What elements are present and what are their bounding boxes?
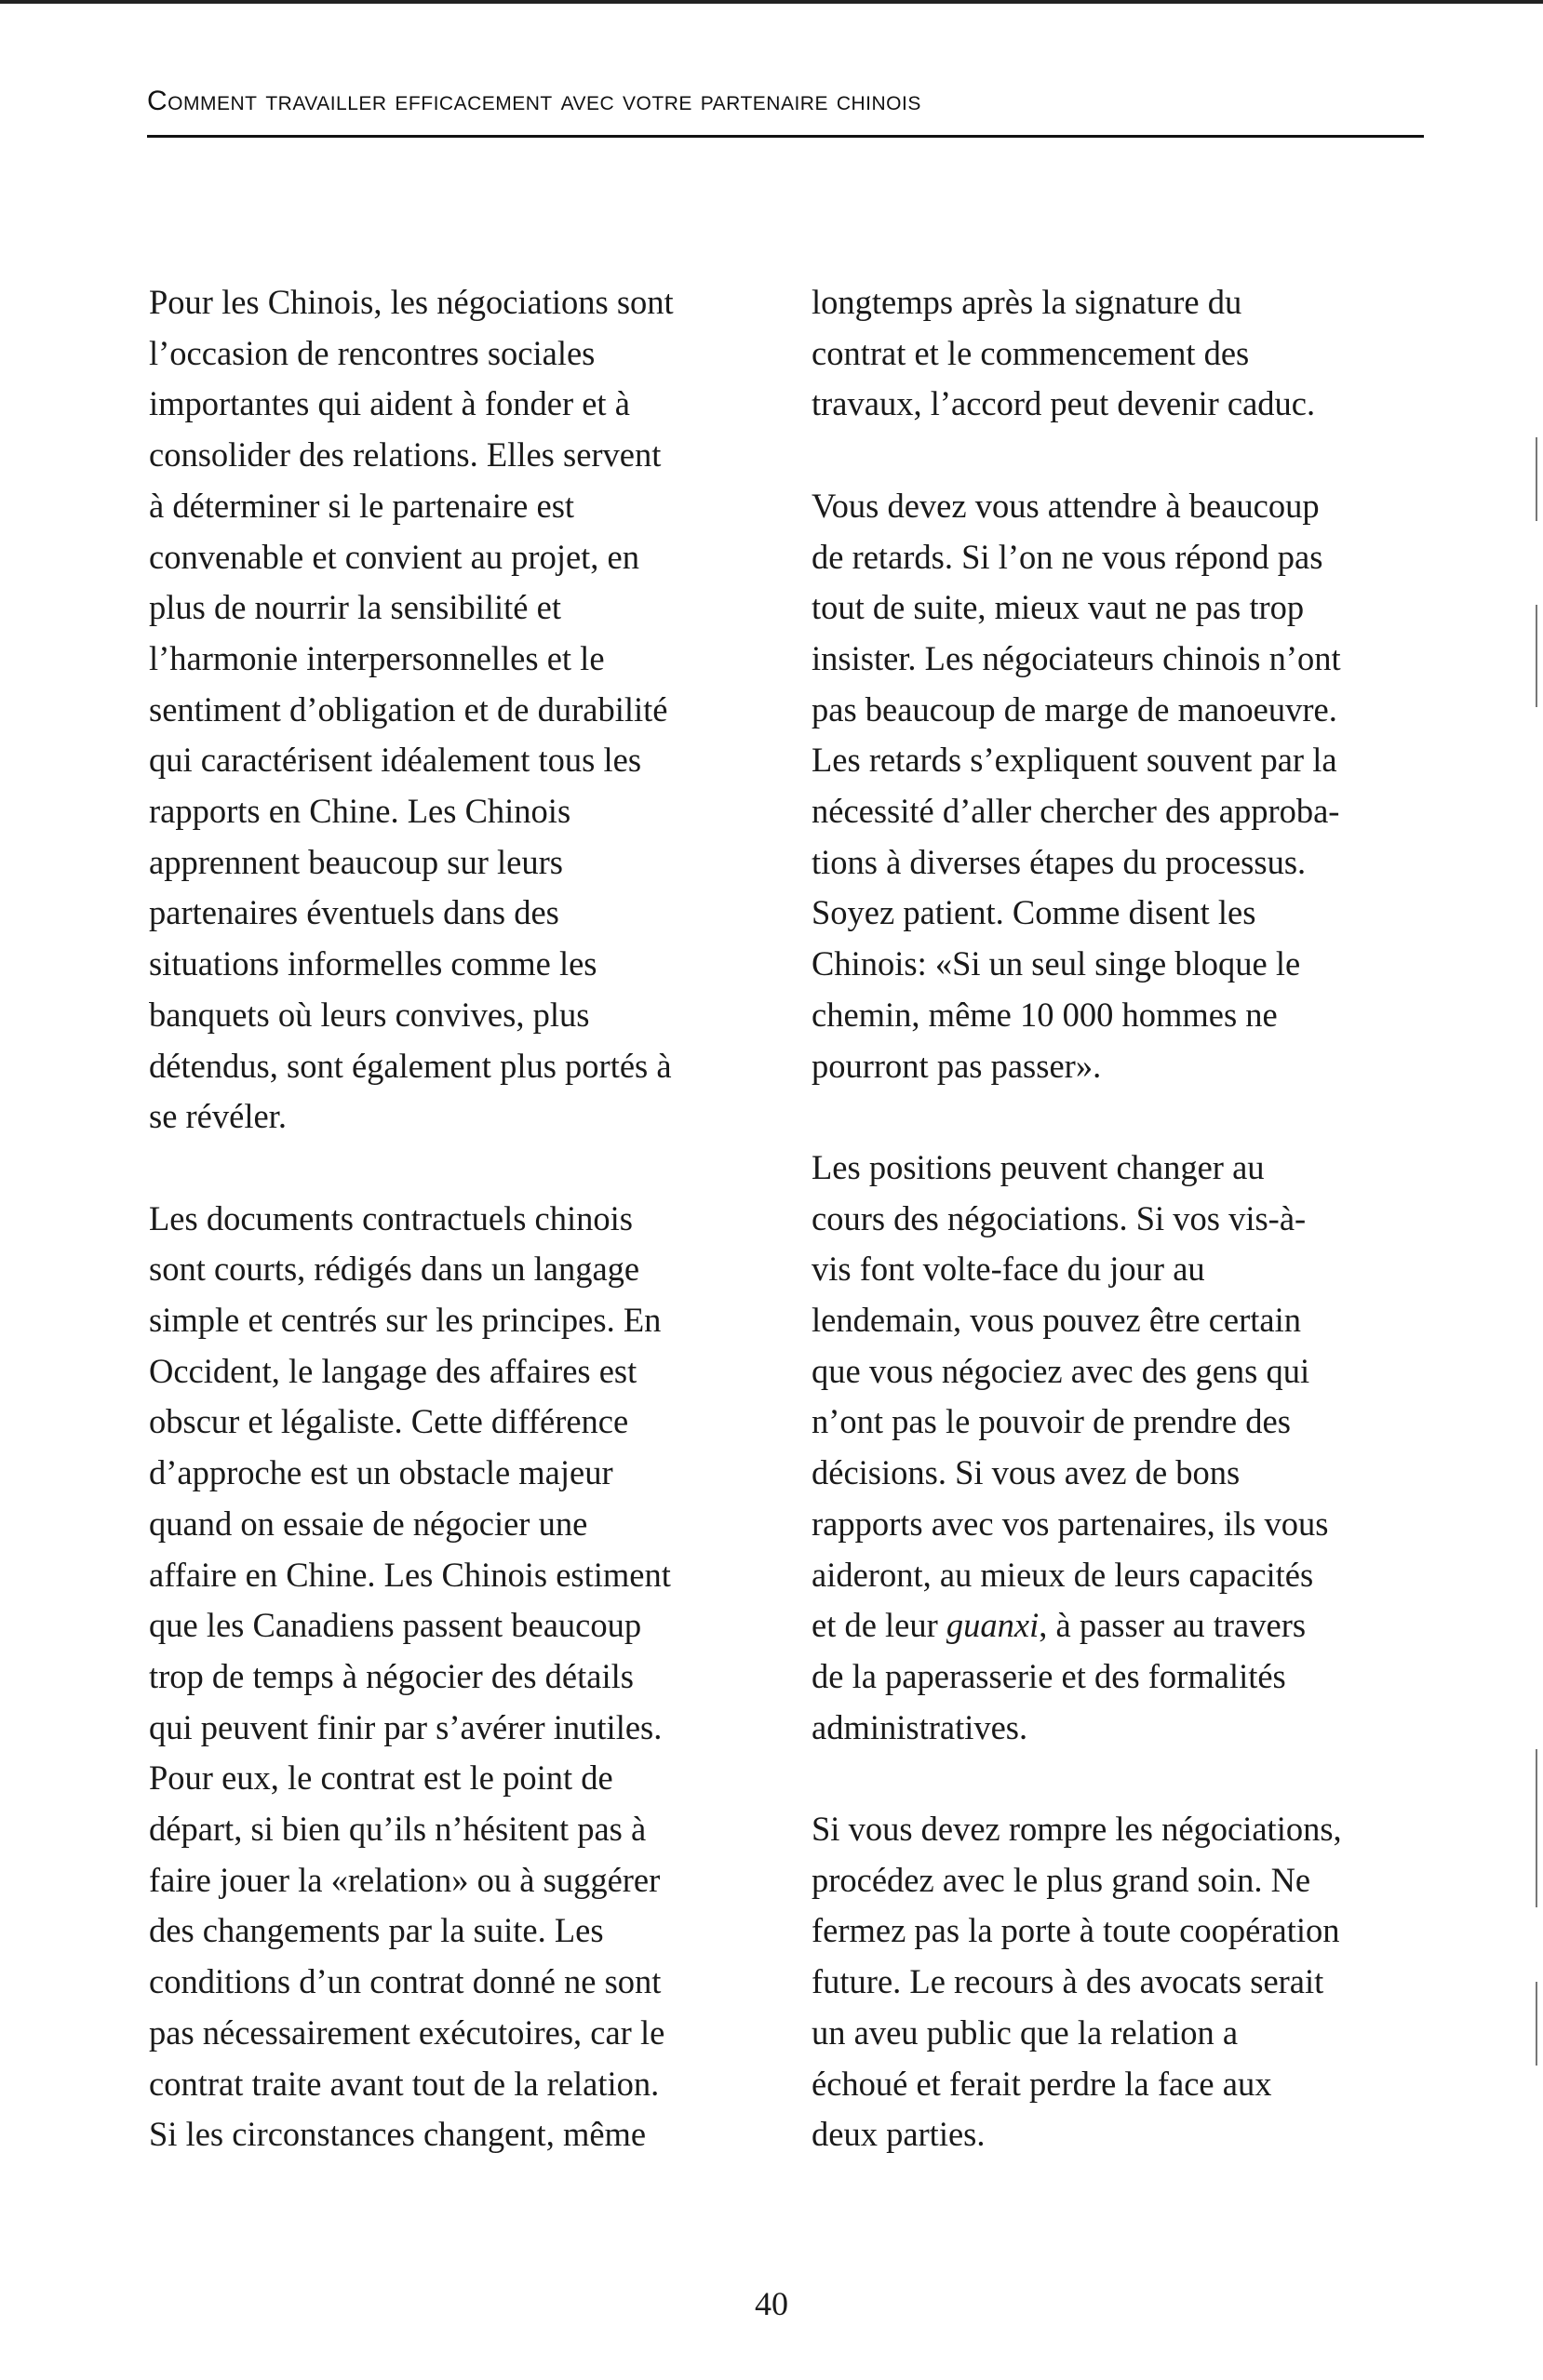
paragraph-changing-positions-start: Les positions peuvent changer au cours des négociations. Si vos vis-à- vis font volte-face du jour au lendemain, vous pouvez être certain que vous négociez avec des gens qui n’ont pas le pouvoir de prendre des décisions. Si vous avez de bons rapports avec vos partenaires, ils vous aideront, au mieux de leurs capacités et de leur: [812, 1147, 1329, 1645]
paragraph-continuation: longtemps après la signature du contrat et le commencement des travaux, l’accord peut devenir caduc.: [812, 283, 1316, 423]
scan-edge-mark: [1536, 1749, 1537, 1907]
right-column: [812, 277, 1444, 2160]
top-edge-rule: [0, 0, 1543, 4]
paragraph-negotiations-social: Pour les Chinois, les négociations sont l’occasion de rencontres sociales importantes qui aident à fonder et à consolider des relations. Elles servent à déterminer si le partenaire est convenable et convient au projet, en plus de nourrir la sensibilité et l’harmonie interpersonnelles et le sentiment d’obligation et de durabilité qui caractérisent idéalement tous les rapports en Chine. Les Chinois apprennent beaucoup sur leurs partenaires éventuels dans des situations informelles comme les banquets où leurs convives, plus détendus, sont également plus portés à se révéler.: [149, 283, 674, 1136]
scan-edge-mark: [1536, 1982, 1537, 2066]
scan-edge-mark: [1536, 605, 1537, 707]
paragraph-delays: Vous devez vous attendre à beaucoup de retards. Si l’on ne vous répond pas tout de suite, mieux vaut ne pas trop insister. Les négociateurs chinois n’ont pas beaucoup de marge de manoeuvre. Les retards s’expliquent souvent par la nécessité d’aller chercher des approba- tions à diverses étapes du processus. Soyez patient. Comme disent les Chinois: «Si un seul singe bloque le chemin, même 10 000 hommes ne pourront pas passer».: [812, 486, 1341, 1085]
paragraph-breaking-negotiations: Si vous devez rompre les négociations, procédez avec le plus grand soin. Ne fermez pas la porte à toute coopération future. Le recours à des avocats serait un aveu public que la relation a échoué et ferait perdre la face aux deux parties.: [812, 1810, 1342, 2154]
page-number: 40: [755, 2285, 788, 2322]
paragraph-contract-documents: Les documents contractuels chinois sont courts, rédigés dans un langage simple et centrés sur les principes. En Occident, le langage des affaires est obscur et légaliste. Cette différence d’approche est un obstacle majeur quand on essaie de négocier une affaire en Chine. Les Chinois estiment que les Canadiens passent beaucoup trop de temps à négocier des détails qui peuvent finir par s’avérer inutiles. Pour eux, le contrat est le point de départ, si bien qu’ils n’hésitent pas à faire jouer la «relation» ou à suggérer des changements par la suite. Les conditions d’un contrat donné ne sont pas nécessairement exécutoires, car le contrat traite avant tout de la relation. Si les circonstances changent, même: [149, 1198, 671, 2154]
paragraph-changing-positions-end: , à passer au travers de la paperasserie et des formalités administratives.: [812, 1606, 1307, 1746]
left-column: [149, 277, 782, 2160]
guanxi-term: guanxi: [946, 1606, 1040, 1645]
running-head: Comment travailler efficacement avec votre partenaire chinois: [147, 86, 921, 116]
paragraph-changing-positions: [812, 1143, 1444, 1753]
scan-edge-mark: [1536, 437, 1537, 521]
header-rule: [147, 135, 1424, 138]
